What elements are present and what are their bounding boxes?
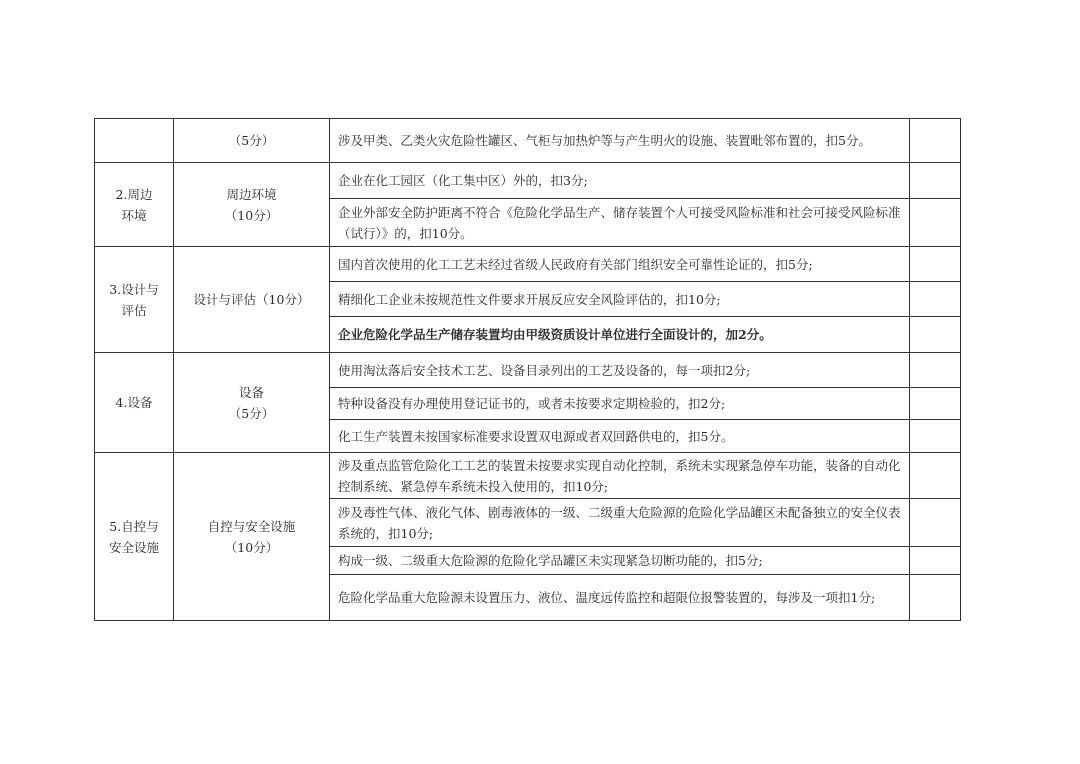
category-label: 环境 (121, 207, 147, 223)
subcategory-cell (174, 247, 330, 353)
item-cell: 危险化学品重大危险源未设置压力、液位、温度远传监控和超限位报警装置的，每涉及一项扣1分; (330, 575, 910, 621)
score-cell (910, 282, 961, 317)
category-label: 安全设施 (108, 539, 159, 555)
item-cell: 企业危险化学品生产储存装置均由甲级资质设计单位进行全面设计的，加2分。 (330, 317, 910, 353)
category-cell (95, 163, 174, 247)
subcategory-cell (174, 453, 330, 621)
category-cell (95, 353, 174, 453)
subcategory-label: 设备 (238, 384, 264, 400)
subcategory-cell (174, 119, 330, 163)
score-cell (910, 575, 961, 621)
score-cell (910, 420, 961, 453)
category-cell (95, 453, 174, 621)
subcategory-score: （5分） (228, 133, 275, 148)
score-cell (910, 119, 961, 163)
item-cell: 化工生产装置未按国家标准要求设置双电源或者双回路供电的，扣5分。 (330, 420, 910, 453)
item-cell: 企业在化工园区（化工集中区）外的，扣3分; (330, 163, 910, 199)
item-cell: 企业外部安全防护距离不符合《危险化学品生产、储存装置个人可接受风险标准和社会可接受风险标准（试行）》的，扣10分。 (330, 199, 910, 247)
subcategory-label: 周边环境 (226, 186, 277, 202)
score-cell (910, 353, 961, 388)
scoring-table (94, 118, 961, 621)
category-label: 5.自控与 (109, 518, 159, 534)
item-cell: 构成一级、二级重大危险源的危险化学品罐区未实现紧急切断功能的，扣5分; (330, 547, 910, 575)
score-cell (910, 547, 961, 575)
score-cell (910, 247, 961, 282)
category-label: 3.设计与 (109, 281, 159, 297)
category-cell (95, 247, 174, 353)
score-cell (910, 199, 961, 247)
category-label: 2.周边 (115, 186, 153, 202)
subcategory-label: 自控与安全设施 (207, 518, 296, 534)
category-cell (95, 119, 174, 163)
category-label: 评估 (121, 302, 147, 318)
item-cell: 涉及重点监管危险化工工艺的装置未按要求实现自动化控制，系统未实现紧急停车功能，装备的自动化控制系统、紧急停车系统未投入使用的，扣10分; (330, 453, 910, 499)
category-label: 4.设备 (115, 395, 153, 410)
subcategory-score: （10分） (224, 207, 279, 223)
item-cell: 涉及甲类、乙类火灾危险性罐区、气柜与加热炉等与产生明火的设施、装置毗邻布置的，扣5分。 (330, 119, 910, 163)
item-cell: 使用淘汰落后安全技术工艺、设备目录列出的工艺及设备的，每一项扣2分; (330, 353, 910, 388)
score-cell (910, 317, 961, 353)
table-row (95, 119, 961, 163)
subcategory-cell (174, 163, 330, 247)
subcategory-cell (174, 353, 330, 453)
subcategory-label: 设计与评估（10分） (193, 292, 310, 307)
item-cell: 国内首次使用的化工工艺未经过省级人民政府有关部门组织安全可靠性论证的，扣5分; (330, 247, 910, 282)
subcategory-score: （5分） (228, 405, 275, 421)
item-cell: 精细化工企业未按规范性文件要求开展反应安全风险评估的，扣10分; (330, 282, 910, 317)
table-row (95, 163, 961, 199)
table-row (95, 247, 961, 282)
score-cell (910, 163, 961, 199)
subcategory-score: （10分） (224, 539, 279, 555)
score-cell (910, 388, 961, 420)
score-cell (910, 453, 961, 499)
item-cell: 特种设备没有办理使用登记证书的，或者未按要求定期检验的，扣2分; (330, 388, 910, 420)
table-row (95, 453, 961, 499)
table-row (95, 353, 961, 388)
item-cell: 涉及毒性气体、液化气体、剧毒液体的一级、二级重大危险源的危险化学品罐区未配备独立的安全仪表系统的，扣10分; (330, 499, 910, 547)
score-cell (910, 499, 961, 547)
